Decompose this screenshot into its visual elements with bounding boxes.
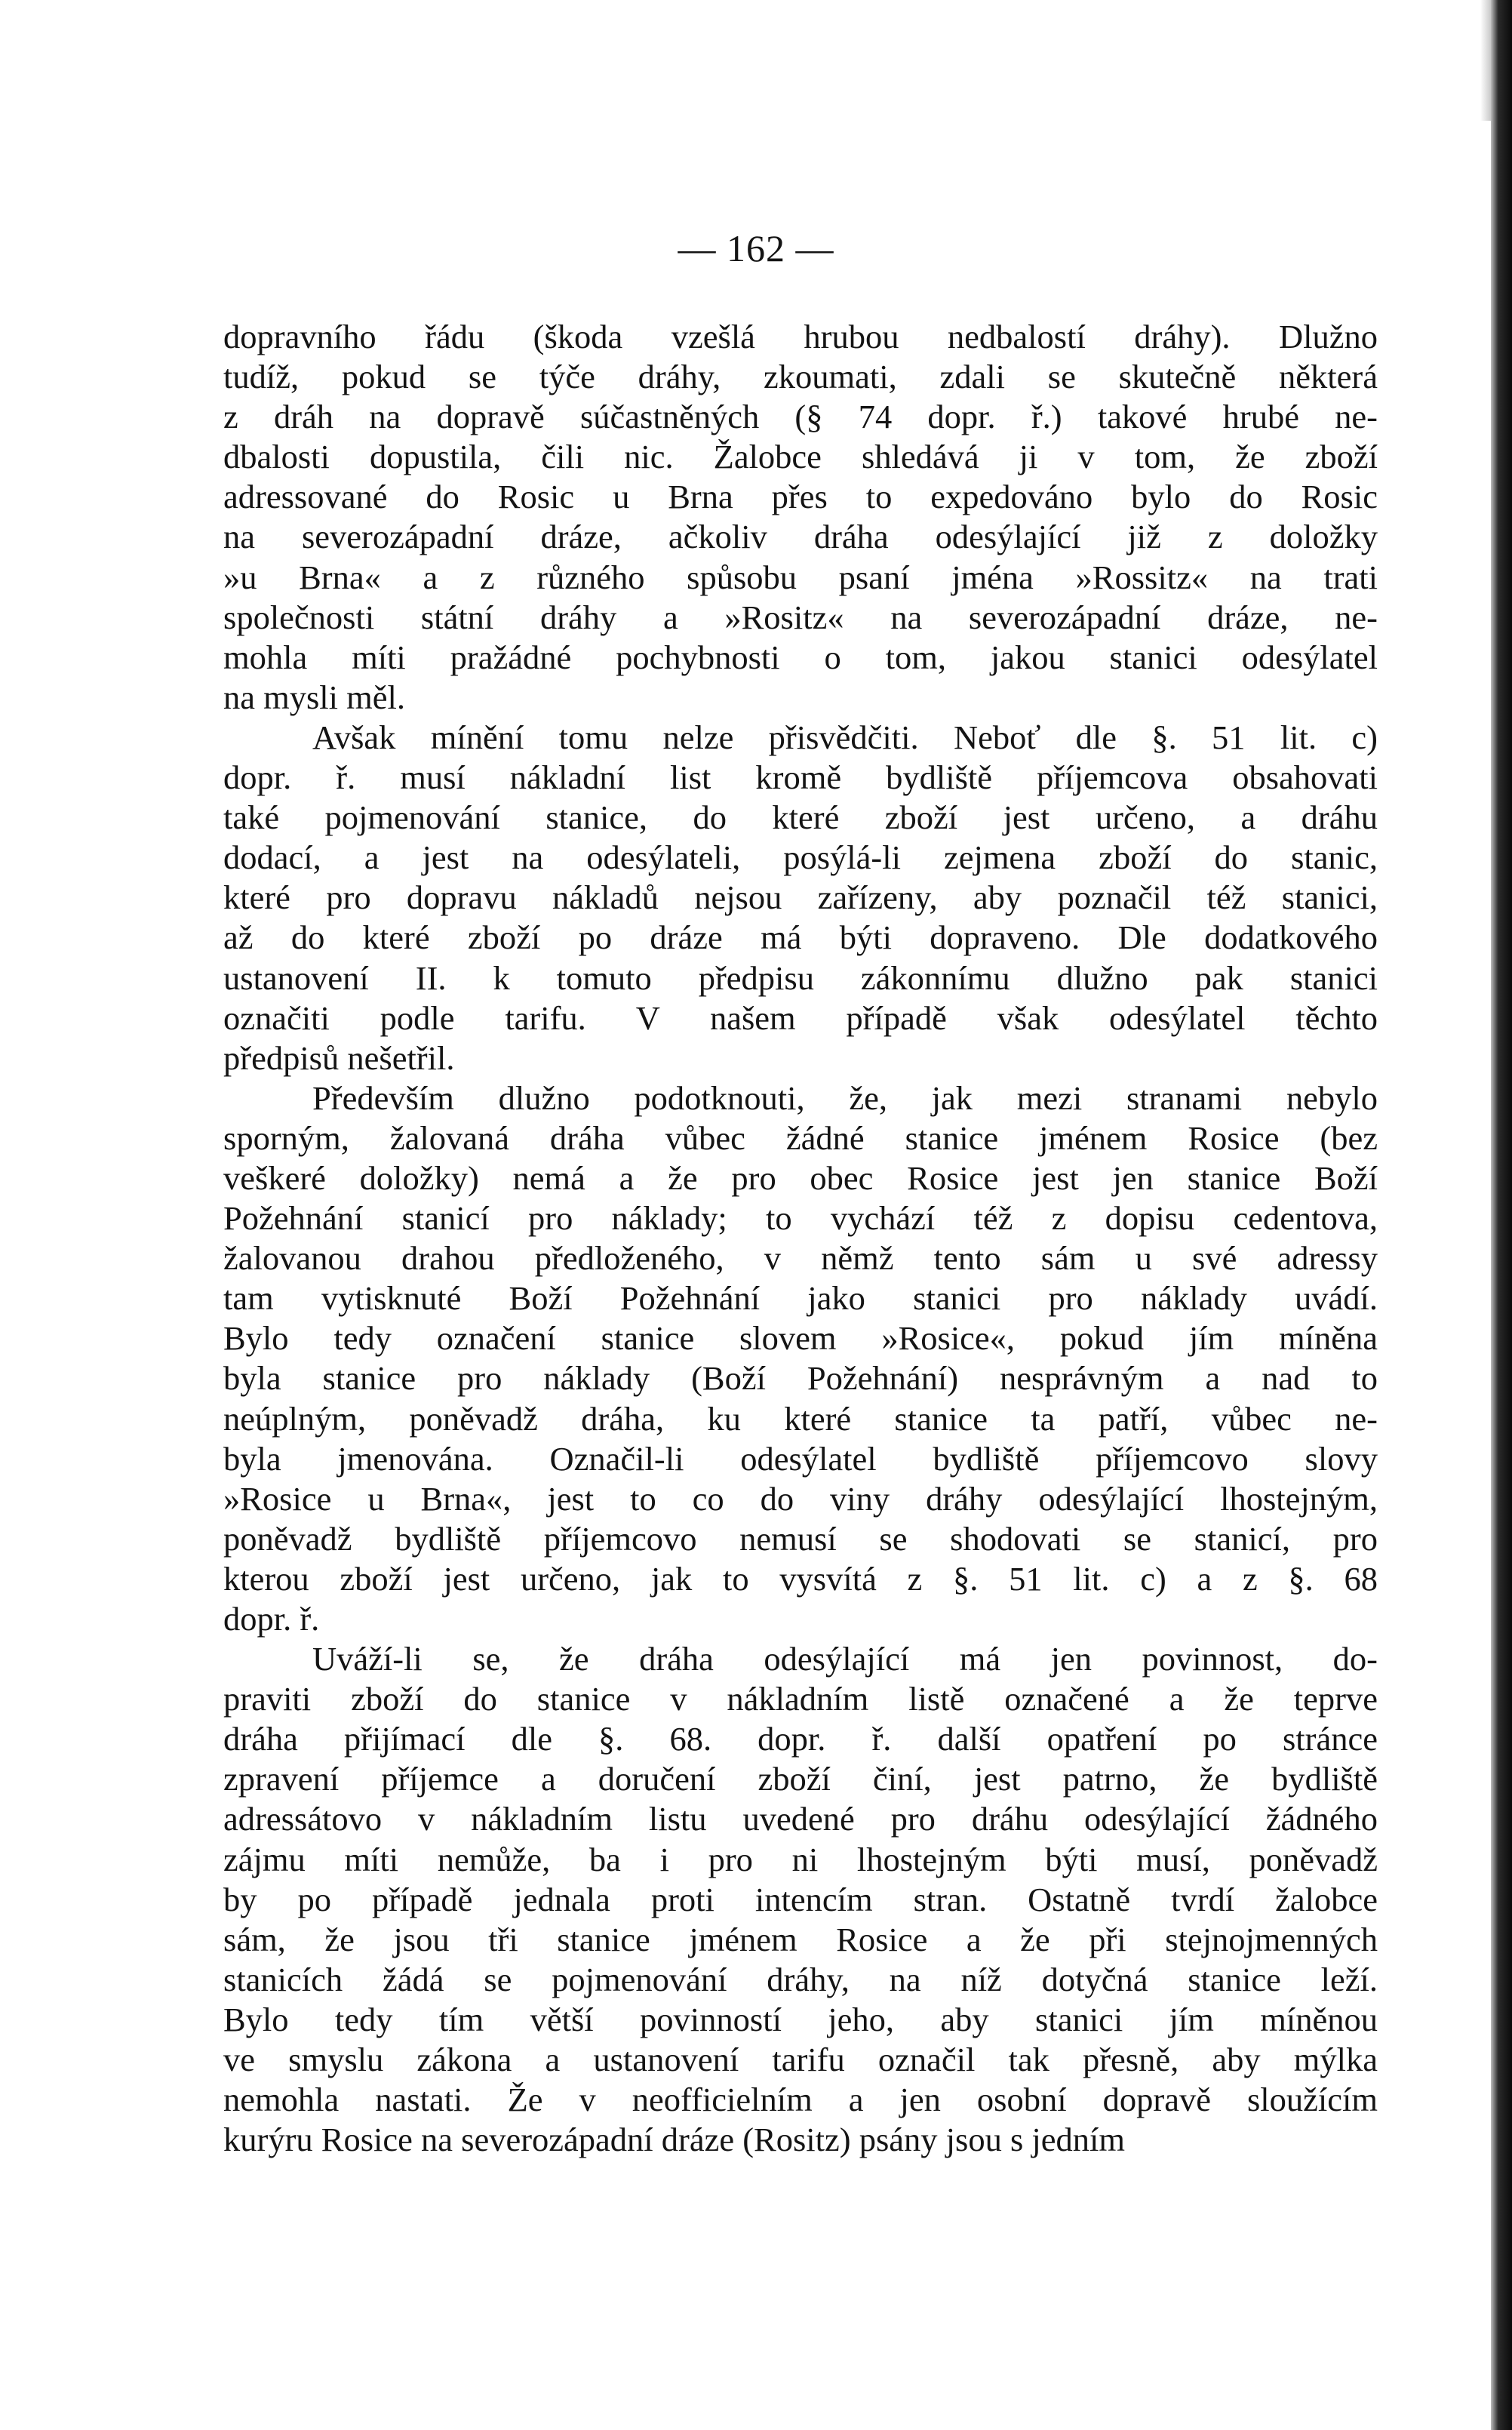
paragraph xyxy=(223,317,1378,718)
text-line: dráha přijímací dle §. 68. dopr. ř. další opatření po stránce xyxy=(223,1720,1378,1758)
text-line: zájmu míti nemůže, ba i pro ni lhostejným býti musí, poněvadž xyxy=(223,1840,1378,1878)
text-line: byla jmenována. Označil-li odesýlatel bydliště příjemcovo slovy xyxy=(223,1439,1378,1478)
text-line: mohla míti pražádné pochybnosti o tom, jakou stanici odesýlatel xyxy=(223,638,1378,676)
body-text xyxy=(223,317,1378,2160)
text-line: Uváží-li se, že dráha odesýlající má jen povinnost, do- xyxy=(312,1640,1378,1678)
text-line: na mysli měl. xyxy=(223,678,406,716)
text-line: Bylo tedy označení stanice slovem »Rosice«, pokud jím míněna xyxy=(223,1319,1378,1358)
text-line: sporným, žalovaná dráha vůbec žádné stanice jménem Rosice (bez xyxy=(223,1118,1378,1157)
text-line: praviti zboží do stanice v nákladním listě označené a že teprve xyxy=(223,1680,1378,1718)
page-edge-shadow xyxy=(1480,0,1491,121)
text-line: dbalosti dopustila, čili nic. Žalobce shledává ji v tom, že zboží xyxy=(223,438,1378,476)
text-line: také pojmenování stanice, do které zboží jest určeno, a dráhu xyxy=(223,798,1378,837)
text-line: Především dlužno podotknouti, že, jak mezi stranami nebylo xyxy=(312,1078,1378,1117)
paragraph xyxy=(223,1639,1378,2160)
text-line: až do které zboží po dráze má býti dopraveno. Dle dodatkového xyxy=(223,918,1378,957)
text-line: veškeré doložky) nemá a že pro obec Rosice jest jen stanice Boží xyxy=(223,1158,1378,1197)
text-line: Avšak mínění tomu nelze přisvědčiti. Neboť dle §. 51 lit. c) xyxy=(312,718,1378,756)
text-line: Požehnání stanicí pro náklady; to vychází též z dopisu cedentova, xyxy=(223,1199,1378,1238)
text-line: dopr. ř. xyxy=(223,1600,320,1638)
text-line: Bylo tedy tím větší povinností jeho, aby stanici jím míněnou xyxy=(223,2000,1378,2038)
text-line: zpravení příjemce a doručení zboží činí, jest patrno, že bydliště xyxy=(223,1760,1378,1798)
page-number: — 162 — xyxy=(678,227,834,269)
text-line: stanicích žádá se pojmenování dráhy, na níž dotyčná stanice leží. xyxy=(223,1960,1378,1998)
paragraph xyxy=(223,1078,1378,1639)
text-line: »u Brna« a z různého spůsobu psaní jména »Rossitz« na trati xyxy=(223,558,1378,596)
text-line: předpisů nešetřil. xyxy=(223,1038,455,1077)
text-line: dodací, a jest na odesýlateli, posýlá-li zejmena zboží do stanic, xyxy=(223,838,1378,877)
text-line: byla stanice pro náklady (Boží Požehnání) nesprávným a nad to xyxy=(223,1359,1378,1398)
text-line: tudíž, pokud se týče dráhy, zkoumati, zdali se skutečně některá xyxy=(223,358,1378,396)
text-line: adressátovo v nákladním listu uvedené pro dráhu odesýlající žádného xyxy=(223,1800,1378,1838)
text-line: nemohla nastati. Že v neofficielním a jen osobní dopravě sloužícím xyxy=(223,2081,1378,2119)
text-line: kterou zboží jest určeno, jak to vysvítá z §. 51 lit. c) a z §. 68 xyxy=(223,1559,1378,1598)
text-line: sám, že jsou tři stanice jménem Rosice a že při stejnojmenných xyxy=(223,1920,1378,1958)
text-line: označiti podle tarifu. V našem případě však odesýlatel těchto xyxy=(223,998,1378,1037)
text-line: ve smyslu zákona a ustanovení tarifu označil tak přesně, aby mýlka xyxy=(223,2041,1378,2079)
text-line: žalovanou drahou předloženého, v němž tento sám u své adressy xyxy=(223,1239,1378,1278)
text-line: které pro dopravu nákladů nejsou zařízeny, aby poznačil též stanici, xyxy=(223,878,1378,917)
text-line: adressované do Rosic u Brna přes to expedováno bylo do Rosic xyxy=(223,478,1378,516)
text-line: dopr. ř. musí nákladní list kromě bydliště příjemcova obsahovati xyxy=(223,758,1378,797)
text-line: by po případě jednala proti intencím stran. Ostatně tvrdí žalobce xyxy=(223,1880,1378,1918)
text-line: na severozápadní dráze, ačkoliv dráha odesýlající již z doložky xyxy=(223,518,1378,556)
text-line: tam vytisknuté Boží Požehnání jako stanici pro náklady uvádí. xyxy=(223,1279,1378,1318)
text-line: poněvadž bydliště příjemcovo nemusí se shodovati se stanicí, pro xyxy=(223,1519,1378,1558)
text-line: z dráh na dopravě súčastněných (§ 74 dopr. ř.) takové hrubé ne- xyxy=(223,398,1378,436)
scan-border xyxy=(1491,0,1512,2430)
text-line: ustanovení II. k tomuto předpisu zákonnímu dlužno pak stanici xyxy=(223,958,1378,997)
text-line: společnosti státní dráhy a »Rositz« na severozápadní dráze, ne- xyxy=(223,598,1378,636)
paragraph xyxy=(223,718,1378,1078)
text-line: »Rosice u Brna«, jest to co do viny dráhy odesýlající lhostejným, xyxy=(223,1479,1378,1518)
text-line: kurýru Rosice na severozápadní dráze (Rositz) psány jsou s jedním xyxy=(223,2121,1125,2159)
text-line: neúplným, poněvadž dráha, ku které stanice ta patří, vůbec ne- xyxy=(223,1399,1378,1438)
text-line: dopravního řádu (škoda vzešlá hrubou nedbalostí dráhy). Dlužno xyxy=(223,318,1378,355)
